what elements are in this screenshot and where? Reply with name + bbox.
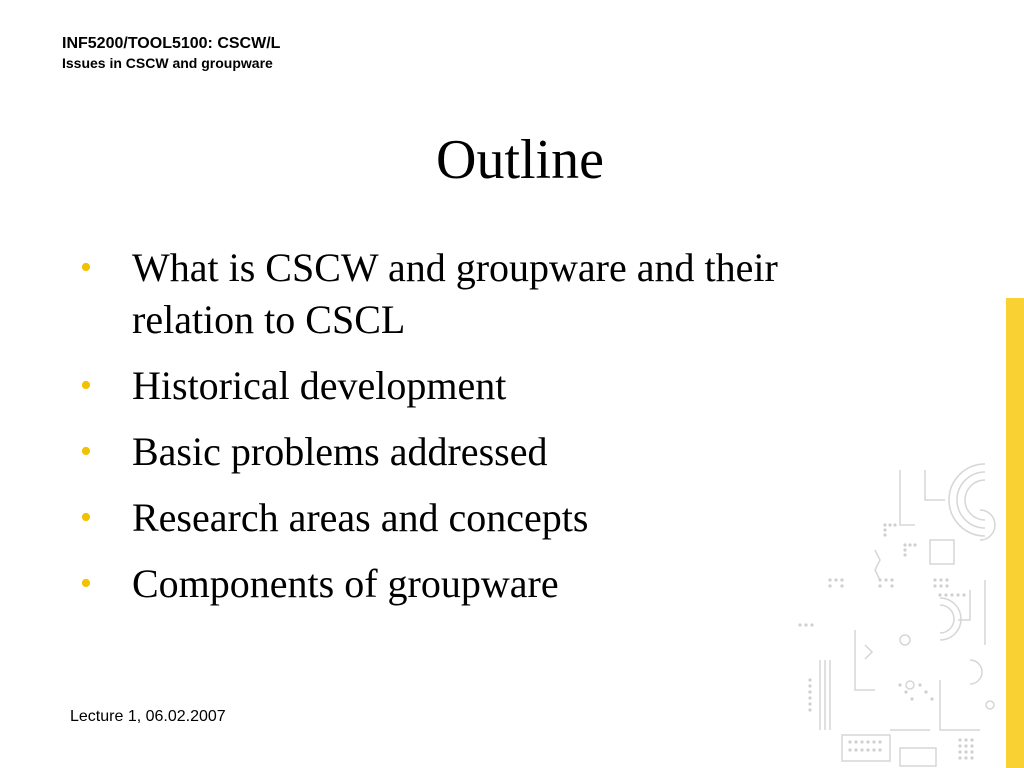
bullet-text: What is CSCW and groupware and their relation to CSCL <box>132 245 778 342</box>
bullet-text: Research areas and concepts <box>132 495 589 540</box>
bullet-dot-icon: • <box>80 499 92 536</box>
bullet-dot-icon: • <box>80 367 92 404</box>
bullet-item <box>80 360 900 412</box>
footer-lecture: Lecture 1, 06.02.2007 <box>70 708 226 725</box>
accent-bar <box>1006 298 1024 768</box>
course-subtitle: Issues in CSCW and groupware <box>62 55 273 71</box>
bullet-dot-icon: • <box>80 249 92 286</box>
circuit-decoration <box>780 430 1006 768</box>
slide-title: Outline <box>436 129 604 191</box>
bullet-item <box>80 492 900 544</box>
bullet-item <box>80 558 900 610</box>
bullet-item <box>80 242 900 346</box>
bullet-list <box>80 242 900 624</box>
bullet-dot-icon: • <box>80 433 92 470</box>
bullet-item <box>80 426 900 478</box>
bullet-text: Historical development <box>132 363 507 408</box>
course-title: INF5200/TOOL5100: CSCW/L <box>62 35 281 52</box>
bullet-text: Basic problems addressed <box>132 429 548 474</box>
bullet-dot-icon: • <box>80 565 92 602</box>
bullet-text: Components of groupware <box>132 561 559 606</box>
course-header <box>62 34 280 72</box>
